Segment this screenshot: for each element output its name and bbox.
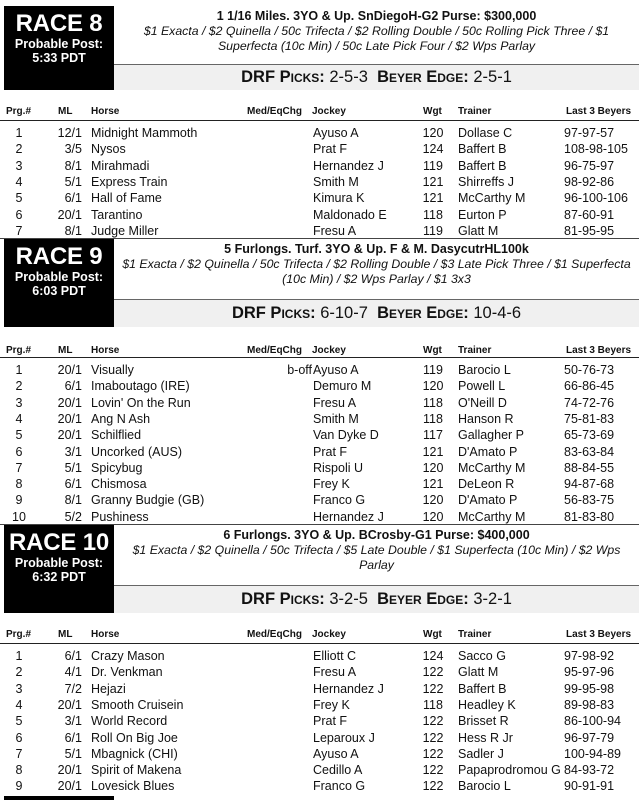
entry-trainer: Baffert B — [458, 142, 507, 157]
entry-row — [0, 190, 639, 206]
entry-prg: 1 — [15, 363, 23, 377]
entry-horse: Tarantino — [91, 207, 143, 222]
entry-row — [0, 427, 639, 443]
column-header-trainer: Trainer — [458, 345, 492, 356]
column-header-wgt: Wgt — [423, 629, 442, 640]
entry-jockey: Smith M — [313, 411, 359, 426]
picks-bar — [114, 586, 639, 613]
entry-prg: 5 — [15, 428, 23, 443]
entry-trainer: McCarthy M — [458, 460, 526, 475]
entry-wgt: 119 — [423, 223, 443, 238]
entry-row — [0, 778, 639, 794]
entry-wgt: 118 — [423, 411, 443, 426]
probable-post-label: Probable Post: — [14, 556, 104, 570]
entry-beyers: 50-76-73 — [564, 363, 615, 377]
entry-horse: Spirit of Makena — [91, 763, 182, 778]
column-header-med: Med/EqChg — [247, 629, 302, 640]
entry-horse: Pushiness — [91, 509, 149, 524]
entry-row — [0, 444, 639, 460]
entry-trainer: Glatt M — [458, 223, 499, 238]
entry-ml: 7/2 — [64, 681, 82, 696]
entry-jockey: Kimura K — [313, 191, 365, 206]
entry-row — [0, 223, 639, 239]
entry-row — [0, 460, 639, 476]
race-number: RACE 9 — [15, 243, 103, 270]
probable-post-label: Probable Post: — [14, 37, 104, 51]
entry-jockey: Prat F — [313, 444, 348, 459]
entry-trainer: Hanson R — [458, 411, 514, 426]
entry-wgt: 122 — [422, 763, 444, 778]
entry-prg: 1 — [15, 649, 23, 663]
entry-prg: 6 — [15, 444, 23, 459]
entry-row — [0, 762, 639, 778]
column-header-ml: ML — [58, 106, 73, 117]
entry-horse: Hejazi — [91, 681, 126, 696]
entry-jockey: Leparoux J — [313, 730, 375, 745]
entry-beyers: 81-95-95 — [564, 223, 615, 238]
entry-prg: 7 — [15, 746, 23, 761]
entry-trainer: Gallagher P — [458, 428, 525, 443]
column-header-horse: Horse — [91, 345, 120, 356]
entry-trainer: D'Amato P — [458, 444, 518, 459]
entry-ml: 4/1 — [64, 665, 82, 680]
column-header-horse: Horse — [91, 629, 120, 640]
entry-jockey: Van Dyke D — [313, 428, 379, 443]
entry-prg: 7 — [15, 460, 23, 475]
race-title: 5 Furlongs. Turf. 3YO & Up. F & M. DasycutrHL100k — [224, 242, 529, 256]
entry-horse: Mbagnick (CHI) — [91, 746, 178, 761]
entry-row — [0, 362, 639, 378]
entry-wgt: 122 — [422, 714, 444, 729]
entry-wgt: 120 — [422, 493, 444, 508]
entry-row — [0, 713, 639, 729]
entry-beyers: 108-98-105 — [564, 142, 628, 157]
entry-trainer: McCarthy M — [458, 509, 526, 524]
beyer-edge-value: 3-2-1 — [473, 590, 512, 608]
entry-trainer: Eurton P — [458, 207, 507, 222]
entry-prg: 7 — [15, 223, 23, 238]
entry-beyers: 84-93-72 — [564, 763, 615, 778]
probable-post-label: Probable Post: — [14, 270, 104, 284]
entry-jockey: Hernandez J — [313, 681, 384, 696]
entry-trainer: Hess R Jr — [458, 730, 513, 745]
drf-picks-label: DRF Picks: — [241, 68, 325, 86]
entry-wgt: 118 — [423, 395, 443, 410]
entry-row — [0, 378, 639, 394]
entry-prg: 6 — [15, 730, 23, 745]
entry-wgt: 120 — [422, 126, 444, 140]
entry-wgt: 124 — [422, 649, 444, 663]
entry-horse: Hall of Fame — [91, 191, 162, 206]
entry-row — [0, 395, 639, 411]
entry-beyers: 87-60-91 — [564, 207, 615, 222]
entry-beyers: 90-91-91 — [564, 779, 615, 794]
entry-beyers: 83-63-84 — [564, 444, 615, 459]
entry-row — [0, 648, 639, 664]
entry-trainer: Headley K — [458, 697, 516, 712]
race-title: 1 1/16 Miles. 3YO & Up. SnDiegoH-G2 Purse: $300,000 — [216, 9, 537, 23]
column-header-wgt: Wgt — [423, 345, 442, 356]
entry-ml: 20/1 — [57, 207, 82, 222]
entry-ml: 3/5 — [64, 142, 82, 157]
entry-jockey: Smith M — [313, 174, 359, 189]
column-header-wgt: Wgt — [423, 106, 442, 117]
entry-jockey: Fresu A — [313, 223, 357, 238]
post-time: 6:32 PDT — [32, 570, 86, 584]
column-header-ml: ML — [58, 345, 73, 356]
entry-wgt: 120 — [422, 379, 444, 394]
entry-horse: Midnight Mammoth — [91, 126, 198, 140]
entry-horse: Crazy Mason — [91, 649, 165, 663]
wager-list: $1 Exacta / $2 Quinella / 50c Trifecta / $2 Rolling Double / 50c Rolling Pick Three / $1 Superfecta (10c Min) / 50c Late Pick Four / $2 Wps Parlay — [143, 24, 610, 53]
entry-jockey: Fresu A — [313, 665, 357, 680]
entry-ml: 20/1 — [57, 763, 82, 778]
entry-trainer: Brisset R — [458, 714, 509, 729]
entry-horse: Lovesick Blues — [91, 779, 175, 794]
entry-trainer: Baffert B — [458, 681, 507, 696]
entry-wgt: 124 — [422, 142, 444, 157]
column-header-ml: ML — [58, 629, 73, 640]
entry-horse: Nysos — [91, 142, 126, 157]
entry-jockey: Cedillo A — [313, 763, 363, 778]
entry-jockey: Maldonado E — [313, 207, 387, 222]
entry-ml: 20/1 — [57, 363, 82, 377]
column-header-trainer: Trainer — [458, 629, 492, 640]
entry-row — [0, 681, 639, 697]
entry-ml: 6/1 — [64, 379, 82, 394]
beyer-edge-value: 10-4-6 — [473, 304, 522, 322]
column-header-row — [0, 626, 639, 644]
entry-beyers: 74-72-76 — [564, 395, 615, 410]
race-title: 6 Furlongs. 3YO & Up. BCrosby-G1 Purse: $400,000 — [223, 528, 530, 542]
entry-wgt: 122 — [422, 746, 444, 761]
entry-ml: 20/1 — [57, 411, 82, 426]
entry-horse: Schilflied — [91, 428, 142, 443]
entry-beyers: 75-81-83 — [564, 411, 615, 426]
column-header-beyers: Last 3 Beyers — [566, 629, 632, 640]
entry-ml: 8/1 — [64, 158, 82, 173]
entry-prg: 1 — [15, 126, 23, 140]
column-header-med: Med/EqChg — [247, 106, 302, 117]
wager-list: $1 Exacta / $2 Quinella / 50c Trifecta / $2 Rolling Double / $3 Late Pick Three / $1 Superfecta (10c Min) / $2 Wps Parlay / $1 3x3 — [122, 257, 631, 286]
beyer-edge-label: Beyer Edge: — [377, 590, 469, 608]
column-header-med: Med/EqChg — [247, 345, 302, 356]
drf-picks-value: 3-2-5 — [329, 590, 368, 608]
entry-ml: 20/1 — [57, 779, 82, 794]
entry-jockey: Ayuso A — [313, 746, 359, 761]
entry-prg: 10 — [12, 509, 26, 524]
entry-wgt: 118 — [423, 697, 443, 712]
entry-beyers: 89-98-83 — [564, 697, 615, 712]
entry-beyers: 56-83-75 — [564, 493, 615, 508]
picks-bar — [114, 65, 639, 90]
entry-ml: 8/1 — [64, 493, 82, 508]
race-header — [0, 6, 639, 90]
column-header-prg: Prg.# — [6, 106, 32, 117]
entry-jockey: Ayuso A — [313, 126, 359, 140]
entry-beyers: 65-73-69 — [564, 428, 615, 443]
entry-row — [0, 158, 639, 174]
race-info — [114, 6, 639, 65]
entry-wgt: 119 — [423, 363, 443, 377]
race-info — [114, 525, 639, 586]
entry-trainer: Barocio L — [458, 363, 511, 377]
entry-ml: 20/1 — [57, 697, 82, 712]
entry-ml: 3/1 — [64, 444, 82, 459]
entry-trainer: DeLeon R — [458, 477, 515, 492]
drf-picks-value: 2-5-3 — [329, 68, 368, 86]
entry-wgt: 122 — [422, 779, 444, 794]
entry-wgt: 122 — [422, 665, 444, 680]
entry-row — [0, 730, 639, 746]
entry-beyers: 96-75-97 — [564, 158, 615, 173]
entry-horse: Granny Budgie (GB) — [91, 493, 205, 508]
entry-trainer: Baffert B — [458, 158, 507, 173]
next-race-box-edge — [4, 796, 114, 800]
entry-jockey: Prat F — [313, 142, 348, 157]
entry-prg: 5 — [15, 714, 23, 729]
entry-row — [0, 492, 639, 508]
entry-beyers: 96-97-79 — [564, 730, 615, 745]
entry-ml: 5/1 — [64, 460, 82, 475]
race-number-box — [4, 525, 114, 613]
column-header-beyers: Last 3 Beyers — [566, 106, 632, 117]
race-number: RACE 10 — [9, 529, 109, 556]
entry-horse: Judge Miller — [91, 223, 159, 238]
entry-row — [0, 476, 639, 492]
entry-ml: 5/1 — [64, 746, 82, 761]
entry-jockey: Elliott C — [313, 649, 357, 663]
entry-beyers: 96-100-106 — [564, 191, 628, 206]
entry-row — [0, 207, 639, 223]
column-header-jockey: Jockey — [312, 345, 346, 356]
entry-ml: 20/1 — [57, 395, 82, 410]
entry-wgt: 121 — [422, 444, 444, 459]
entry-ml: 6/1 — [64, 191, 82, 206]
entry-trainer: McCarthy M — [458, 191, 526, 206]
entry-wgt: 120 — [422, 460, 444, 475]
entry-row — [0, 174, 639, 190]
drf-picks-label: DRF Picks: — [231, 304, 316, 322]
entry-beyers: 88-84-55 — [564, 460, 615, 475]
entry-trainer: Sacco G — [458, 649, 506, 663]
entry-row — [0, 411, 639, 427]
entry-wgt: 121 — [422, 191, 444, 206]
entry-beyers: 97-97-57 — [564, 126, 615, 140]
entry-ml: 6/1 — [64, 649, 82, 663]
entry-prg: 9 — [15, 779, 23, 794]
entry-row — [0, 664, 639, 680]
wager-list: $1 Exacta / $2 Quinella / 50c Trifecta / $5 Late Double / $1 Superfecta (10c Min) / $2 Wps Parlay — [132, 543, 621, 572]
beyer-edge-value: 2-5-1 — [473, 68, 512, 86]
entry-jockey: Ayuso A — [313, 363, 359, 377]
entry-horse: Uncorked (AUS) — [91, 444, 182, 459]
column-header-row — [0, 103, 639, 121]
entry-prg: 3 — [15, 158, 23, 173]
entry-trainer: Barocio L — [458, 779, 511, 794]
entry-beyers: 66-86-45 — [564, 379, 615, 394]
entry-ml: 6/1 — [64, 477, 82, 492]
entry-wgt: 121 — [422, 477, 444, 492]
entry-prg: 4 — [15, 697, 23, 712]
column-header-prg: Prg.# — [6, 345, 32, 356]
entry-ml: 20/1 — [57, 428, 82, 443]
entry-trainer: Papaprodromou G — [458, 763, 561, 778]
entry-horse: Visually — [91, 363, 134, 377]
entry-row — [0, 509, 639, 525]
race-number-box — [4, 6, 114, 90]
entry-horse: Lovin' On the Run — [91, 395, 191, 410]
column-header-row — [0, 344, 639, 358]
entry-prg: 3 — [15, 681, 23, 696]
entry-ml: 6/1 — [64, 730, 82, 745]
entry-prg: 6 — [15, 207, 23, 222]
entry-wgt: 117 — [423, 428, 443, 443]
entry-row — [0, 125, 639, 141]
entry-horse: Smooth Cruisein — [91, 697, 184, 712]
entry-wgt: 122 — [422, 681, 444, 696]
entry-ml: 3/1 — [64, 714, 82, 729]
entry-wgt: 121 — [422, 174, 444, 189]
entry-horse: Chismosa — [91, 477, 147, 492]
entry-horse: Imaboutago (IRE) — [91, 379, 190, 394]
entry-trainer: Glatt M — [458, 665, 499, 680]
entry-horse: World Record — [91, 714, 168, 729]
entry-horse: Mirahmadi — [91, 158, 150, 173]
entry-jockey: Franco G — [313, 779, 366, 794]
entry-prg: 8 — [15, 477, 23, 492]
entry-beyers: 95-97-96 — [564, 665, 615, 680]
entry-trainer: Shirreffs J — [458, 174, 515, 189]
entry-row — [0, 746, 639, 762]
entry-jockey: Frey K — [313, 697, 350, 712]
race-info — [114, 239, 639, 300]
beyer-edge-label: Beyer Edge: — [377, 68, 469, 86]
entry-jockey: Hernandez J — [313, 158, 384, 173]
entry-ml: 5/1 — [64, 174, 82, 189]
entry-row — [0, 141, 639, 157]
entry-ml: 12/1 — [57, 126, 82, 140]
entry-ml: 8/1 — [64, 223, 82, 238]
entry-trainer: Sadler J — [458, 746, 504, 761]
entry-beyers: 98-92-86 — [564, 174, 615, 189]
entry-jockey: Hernandez J — [313, 509, 384, 524]
entry-row — [0, 697, 639, 713]
entry-horse: Spicybug — [91, 460, 143, 475]
race-number-box — [4, 239, 114, 327]
entry-horse: Ang N Ash — [91, 411, 151, 426]
entry-jockey: Frey K — [313, 477, 350, 492]
entry-prg: 2 — [15, 665, 23, 680]
entry-beyers: 100-94-89 — [564, 746, 621, 761]
column-header-jockey: Jockey — [312, 106, 346, 117]
entry-wgt: 119 — [423, 158, 443, 173]
column-header-trainer: Trainer — [458, 106, 492, 117]
entry-beyers: 94-87-68 — [564, 477, 615, 492]
entry-wgt: 118 — [423, 207, 443, 222]
entry-prg: 8 — [15, 763, 23, 778]
race-number: RACE 8 — [15, 10, 103, 37]
entry-prg: 2 — [15, 379, 23, 394]
entry-prg: 9 — [15, 493, 23, 508]
entry-jockey: Prat F — [313, 714, 348, 729]
entry-trainer: O'Neill D — [458, 395, 507, 410]
entry-jockey: Fresu A — [313, 395, 357, 410]
drf-picks-value: 6-10-7 — [320, 304, 368, 322]
entry-trainer: D'Amato P — [458, 493, 518, 508]
entry-horse: Dr. Venkman — [91, 665, 163, 680]
column-header-prg: Prg.# — [6, 629, 32, 640]
entry-wgt: 120 — [422, 509, 444, 524]
drf-picks-label: DRF Picks: — [241, 590, 325, 608]
race-header — [0, 238, 639, 326]
entry-beyers: 81-83-80 — [564, 509, 615, 524]
entry-prg: 3 — [15, 395, 23, 410]
entry-beyers: 86-100-94 — [564, 714, 621, 729]
picks-bar — [114, 300, 639, 327]
entry-wgt: 122 — [422, 730, 444, 745]
entry-horse: Express Train — [91, 174, 168, 189]
entry-prg: 2 — [15, 142, 23, 157]
entry-med: b-off — [287, 363, 312, 377]
race-header — [0, 524, 639, 612]
post-time: 6:03 PDT — [32, 284, 86, 298]
entry-jockey: Demuro M — [313, 379, 372, 394]
entry-horse: Roll On Big Joe — [91, 730, 178, 745]
entry-prg: 4 — [15, 174, 23, 189]
entry-jockey: Franco G — [313, 493, 366, 508]
column-header-horse: Horse — [91, 106, 120, 117]
post-time: 5:33 PDT — [32, 51, 86, 65]
entry-trainer: Dollase C — [458, 126, 513, 140]
entry-beyers: 97-98-92 — [564, 649, 615, 663]
entry-ml: 5/2 — [64, 509, 82, 524]
entry-prg: 5 — [15, 191, 23, 206]
entry-prg: 4 — [15, 411, 23, 426]
column-header-jockey: Jockey — [312, 629, 346, 640]
beyer-edge-label: Beyer Edge: — [377, 304, 469, 322]
entry-jockey: Rispoli U — [313, 460, 364, 475]
entry-beyers: 99-95-98 — [564, 681, 615, 696]
column-header-beyers: Last 3 Beyers — [566, 345, 632, 356]
entry-trainer: Powell L — [458, 379, 506, 394]
